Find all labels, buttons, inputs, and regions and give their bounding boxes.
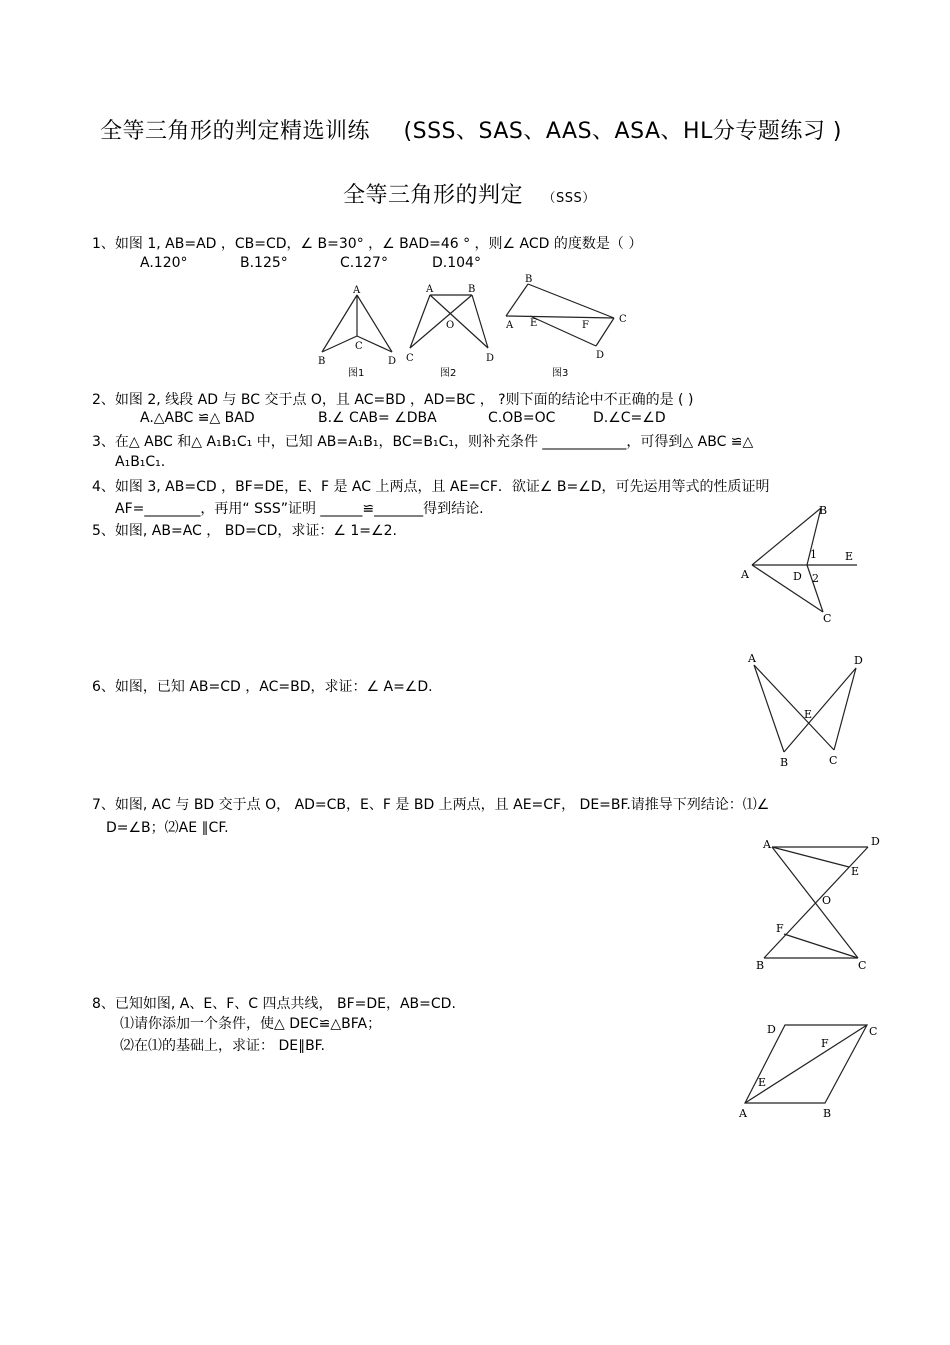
question-5: 5、如图, AB=AC ， BD=CD，求证：∠ 1=∠2. [92,523,397,539]
fig2-caption: 图2 [440,368,457,379]
fig3-label-e: E [530,318,538,329]
fig2-label-b: B [468,284,476,295]
q1-option-d: D.104° [432,255,481,271]
fig8-label-f: F [821,1037,829,1050]
fig5-label-a: A [741,568,749,581]
fig7-label-a: A [763,838,771,851]
q2-option-a: A.△ABC ≌△ BAD [140,410,255,426]
fig3-caption: 图3 [552,368,569,379]
figure-5 [735,500,865,630]
q2-option-d: D.∠C=∠D [593,410,666,426]
fig5-label-c: C [823,612,832,625]
figure-1 [318,285,396,379]
fig1-label-b: B [318,356,326,367]
fig1-caption: 图1 [348,368,365,379]
q2-option-c: C.OB=OC [488,410,556,426]
question-8-line-3: ⑵在⑴的基础上，求证： DE∥BF. [120,1038,325,1054]
fig3-label-d: D [596,350,605,361]
fig6-label-b: B [780,756,789,769]
fig5-label-b: B [819,504,828,517]
fig5-label-d: D [793,570,802,583]
question-3-line-2: A₁B₁C₁. [115,454,166,470]
fig8-label-d: D [767,1023,776,1036]
fig6-label-d: D [854,654,863,667]
fig7-label-d: D [871,835,880,848]
fig7-label-o: O [822,894,832,907]
fig8-label-b: B [823,1107,832,1120]
fig6-label-e: E [804,708,813,721]
question-6: 6、如图，已知 AB=CD ，AC=BD，求证：∠ A=∠D. [92,679,433,695]
q1-option-c: C.127° [340,255,388,271]
q2-option-b: B.∠ CAB= ∠DBA [318,410,437,426]
document-title [100,114,842,145]
fig8-label-e: E [758,1076,767,1089]
subtitle: 全等三角形的判定 [343,183,524,208]
question-3-line-1: 3、在△ ABC 和△ A₁B₁C₁ 中，已知 AB=A₁B₁，BC=B₁C₁，则补充条件 ____________，可得到△ ABC ≌△ [92,434,754,450]
figure-8 [735,1015,885,1125]
fig7-label-f: F [776,922,784,935]
question-8-line-1: 8、已知如图, A、E、F、C 四点共线， BF=DE，AB=CD. [92,996,456,1012]
fig2-label-o: O [446,320,455,331]
figure-3 [505,274,627,379]
question-1: 1、如图 1, AB=AD ，CB=CD，∠ B=30° ，∠ BAD=46 ° ，则∠ ACD 的度数是（ ） [92,236,643,252]
q1-option-b: B.125° [240,255,288,271]
section-title [343,178,596,209]
question-4-line-2: AF=________，再用“ SSS”证明 ______≌_______得到结论. [115,501,484,517]
fig7-label-b: B [756,959,765,972]
fig2-label-c: C [406,353,414,364]
question-7-line-2: D=∠B；⑵AE ∥CF. [106,820,229,836]
question-8-line-2: ⑴请你添加一个条件，使△ DEC≌△BFA； [120,1016,382,1032]
fig1-label-d: D [388,356,397,367]
fig5-label-1: 1 [810,548,817,561]
figure-6 [740,650,870,775]
figures-1-3 [300,270,640,385]
subtitle-tag: （SSS） [542,191,596,206]
title-main: 全等三角形的判定精选训练 [100,119,371,144]
fig3-label-c: C [619,314,627,325]
question-2: 2、如图 2, 线段 AD 与 BC 交于点 O，且 AC=BD ，AD=BC ， ?则下面的结论中不正确的是 ( ) [92,392,694,408]
fig6-label-c: C [829,754,838,767]
fig3-label-a: A [506,320,514,331]
fig8-label-a: A [739,1107,747,1120]
fig2-label-a: A [426,284,434,295]
fig5-label-e: E [845,550,854,563]
question-4-line-1: 4、如图 3, AB=CD ，BF=DE，E、F 是 AC 上两点，且 AE=CF．欲证∠ B=∠D，可先运用等式的性质证明 [92,479,770,495]
figure-2 [406,284,494,379]
question-7-line-1: 7、如图, AC 与 BD 交于点 O， AD=CB，E、F 是 BD 上两点，且 AE=CF， DE=BF.请推导下列结论：⑴∠ [92,797,770,813]
fig1-label-c: C [355,341,363,352]
fig8-label-c: C [869,1025,878,1038]
fig5-label-2: 2 [812,572,819,585]
fig6-label-a: A [748,652,756,665]
q1-option-a: A.120° [140,255,188,271]
fig3-label-b: B [525,274,533,285]
fig7-label-e: E [851,865,860,878]
fig1-label-a: A [353,285,361,296]
fig7-label-c: C [858,959,867,972]
fig3-label-f: F [582,320,589,331]
fig2-label-d: D [486,353,495,364]
title-types: (SSS、SAS、AAS、ASA、HL分专题练习 ) [403,119,842,144]
figure-7 [750,830,885,975]
